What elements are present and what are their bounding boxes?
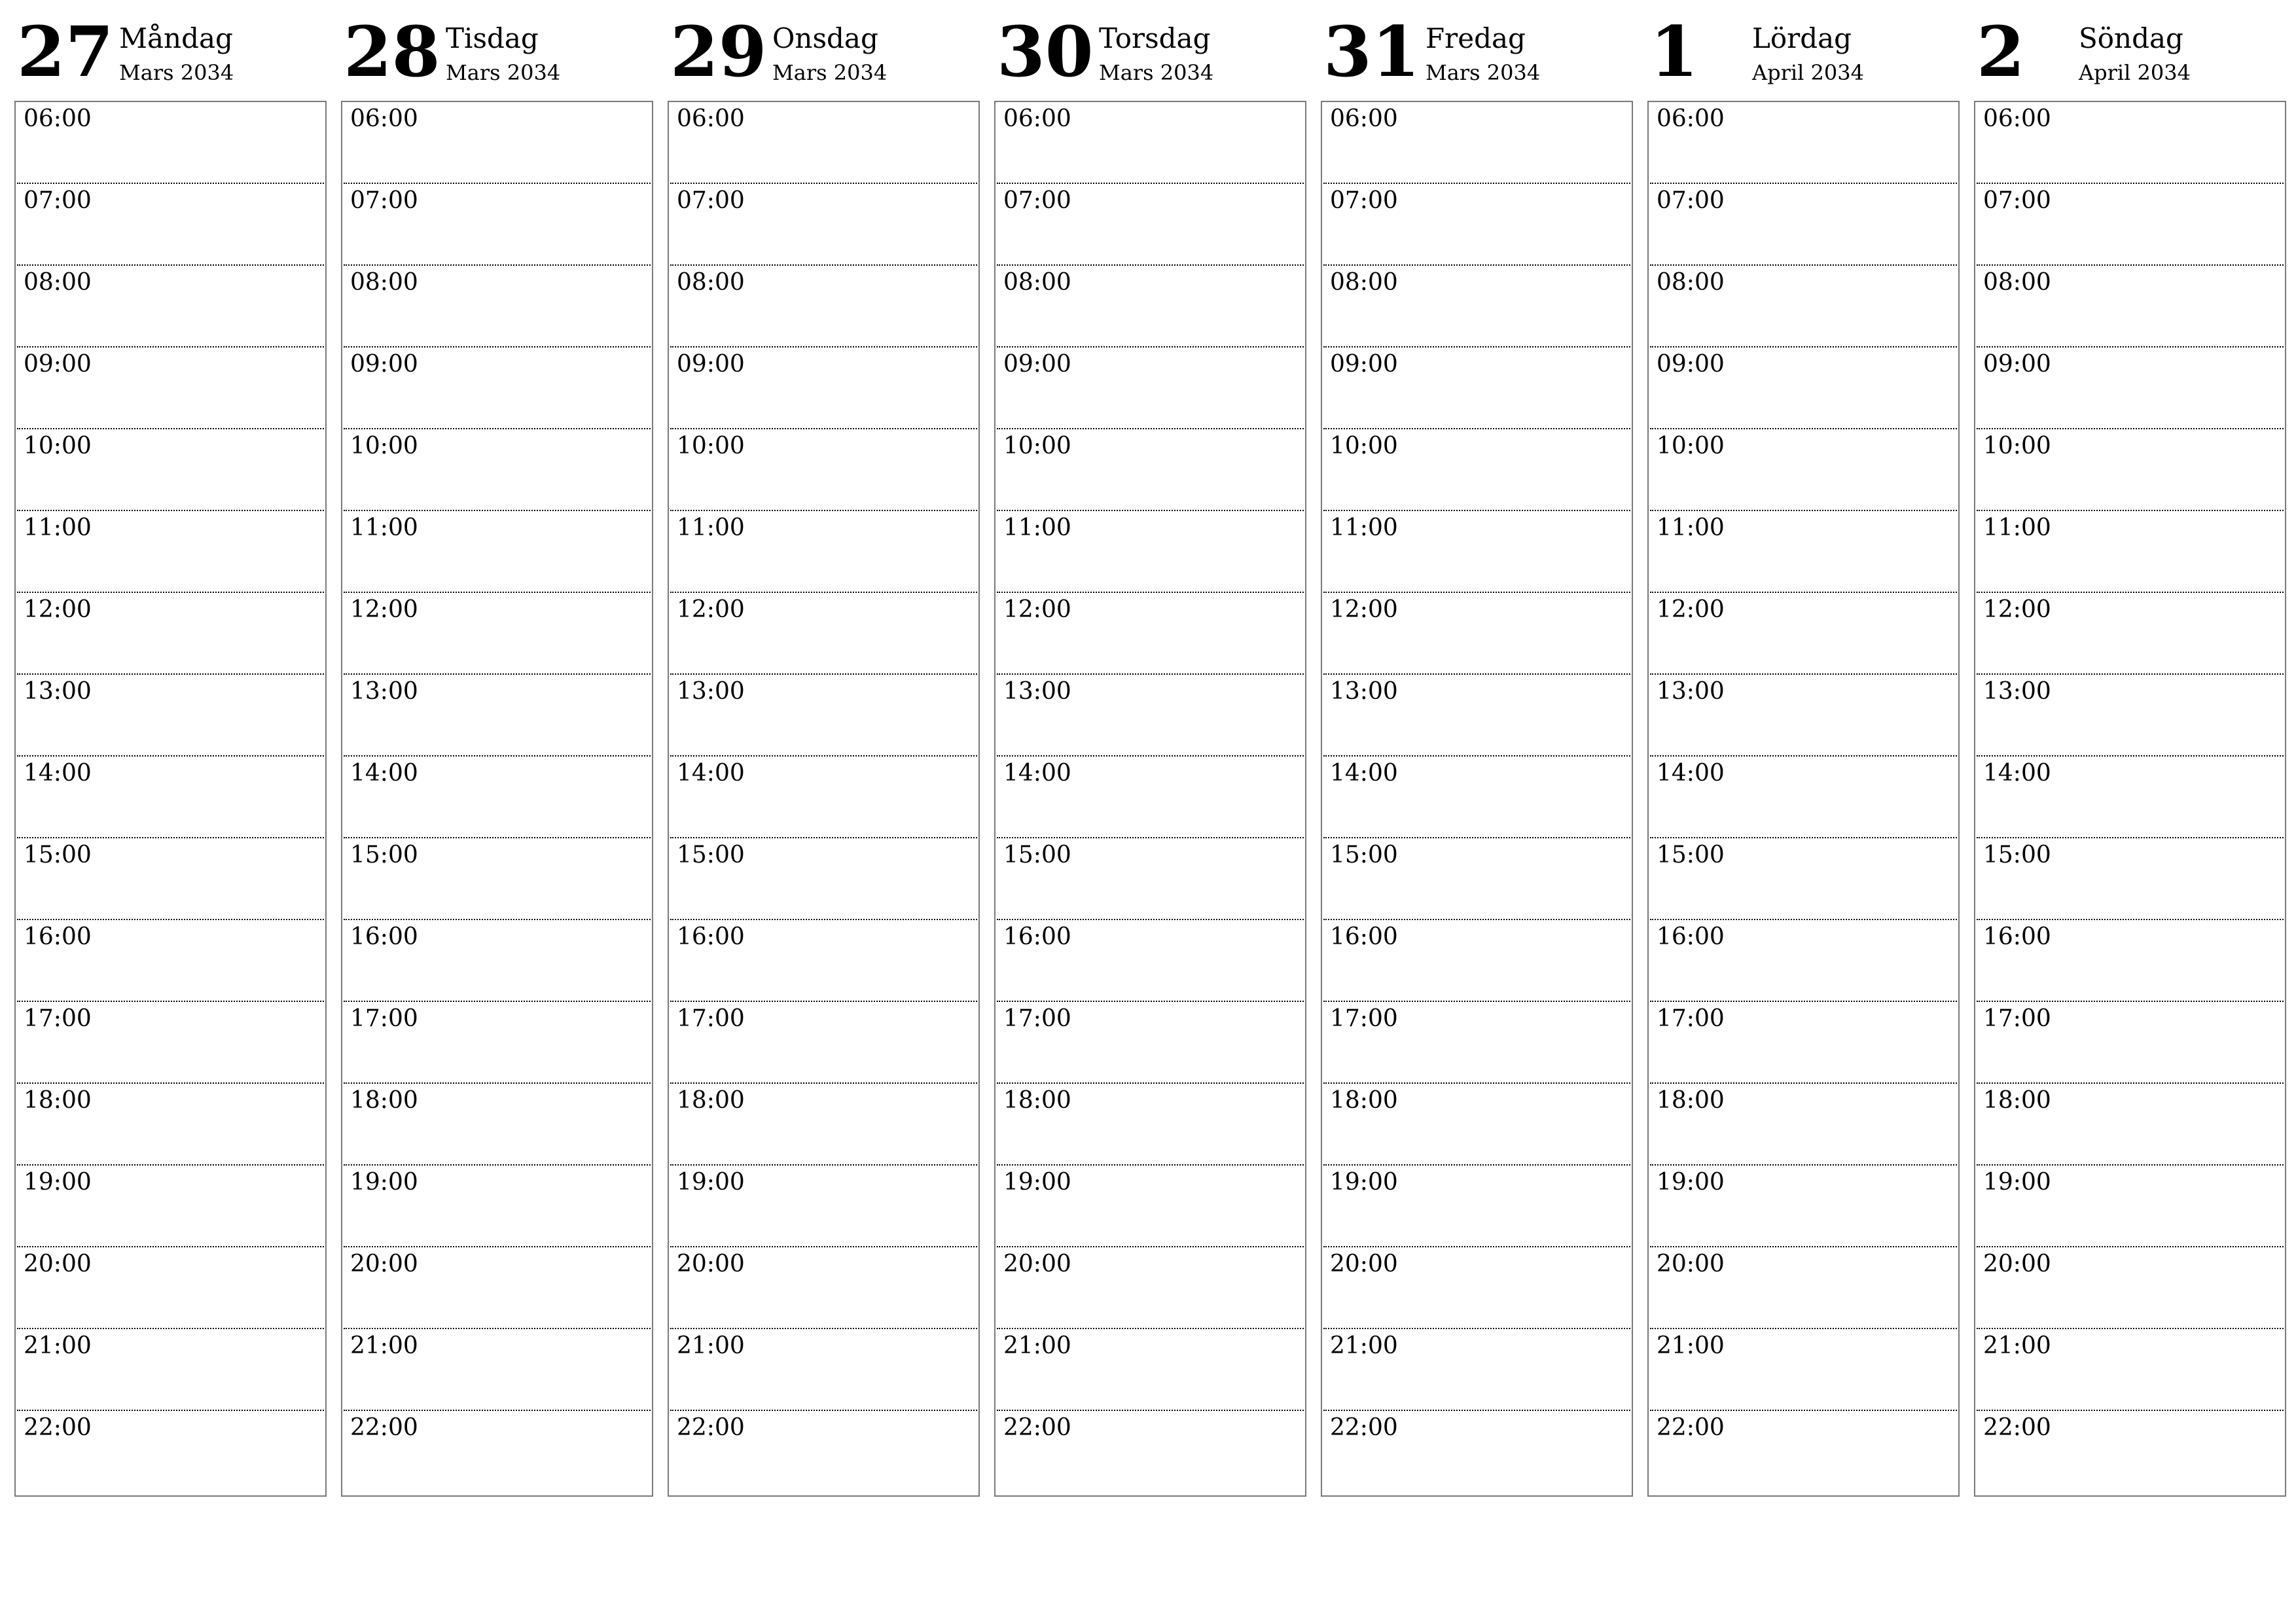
time-slot[interactable] (670, 184, 977, 266)
time-slot[interactable] (1650, 1166, 1957, 1247)
time-slot[interactable] (997, 184, 1304, 266)
time-label: 11:00 (677, 514, 745, 541)
time-slot[interactable] (17, 757, 324, 838)
time-label: 09:00 (677, 351, 745, 378)
time-slot[interactable] (670, 757, 977, 838)
time-label: 13:00 (1330, 678, 1398, 705)
time-label: 14:00 (1003, 760, 1071, 787)
time-slot[interactable] (17, 1002, 324, 1084)
time-slot[interactable] (344, 593, 651, 675)
time-slot[interactable] (997, 675, 1304, 757)
time-slot[interactable] (997, 266, 1304, 348)
time-slot[interactable] (17, 1166, 324, 1247)
time-slot[interactable] (1977, 102, 2284, 184)
weekday-name: Fredag (1426, 22, 1526, 54)
time-slot[interactable] (1977, 838, 2284, 920)
time-label: 18:00 (1330, 1087, 1398, 1114)
time-slot[interactable] (1977, 1411, 2284, 1493)
time-label: 07:00 (1983, 187, 2051, 214)
time-slot[interactable] (344, 429, 651, 511)
time-label: 17:00 (1983, 1005, 2051, 1032)
time-slot[interactable] (670, 920, 977, 1002)
time-slot[interactable] (344, 102, 651, 184)
time-label: 21:00 (24, 1332, 92, 1359)
time-slot[interactable] (1323, 266, 1630, 348)
time-slot[interactable] (1650, 757, 1957, 838)
time-label: 16:00 (1983, 923, 2051, 950)
time-label: 20:00 (1003, 1251, 1071, 1277)
time-label: 21:00 (1983, 1332, 2051, 1359)
time-slot[interactable] (17, 102, 324, 184)
time-slot[interactable] (1650, 348, 1957, 429)
time-slot[interactable] (344, 1084, 651, 1166)
day-schedule-box (668, 101, 980, 1497)
time-label: 11:00 (1983, 514, 2051, 541)
time-slot[interactable] (670, 1247, 977, 1329)
time-slot[interactable] (1650, 184, 1957, 266)
day-header (1647, 10, 1960, 101)
time-slot[interactable] (670, 1084, 977, 1166)
time-slot[interactable] (1323, 1166, 1630, 1247)
time-label: 19:00 (1657, 1169, 1725, 1196)
time-label: 09:00 (1330, 351, 1398, 378)
time-label: 21:00 (350, 1332, 418, 1359)
time-label: 10:00 (1330, 433, 1398, 459)
time-label: 15:00 (1657, 842, 1725, 868)
time-slot[interactable] (1977, 1166, 2284, 1247)
time-slot[interactable] (670, 675, 977, 757)
time-slot[interactable] (1323, 511, 1630, 593)
day-number: 2 (1977, 10, 2025, 92)
time-slot[interactable] (344, 1411, 651, 1493)
time-label: 08:00 (1330, 269, 1398, 296)
time-slot[interactable] (1323, 1411, 1630, 1493)
time-label: 18:00 (24, 1087, 92, 1114)
time-slot[interactable] (1977, 1247, 2284, 1329)
time-slot[interactable] (1977, 429, 2284, 511)
time-label: 06:00 (1657, 105, 1725, 132)
time-label: 11:00 (1330, 514, 1398, 541)
time-slot[interactable] (997, 1329, 1304, 1411)
time-label: 10:00 (677, 433, 745, 459)
time-slot[interactable] (1650, 1247, 1957, 1329)
time-label: 18:00 (677, 1087, 745, 1114)
time-slot[interactable] (1650, 429, 1957, 511)
time-slot[interactable] (670, 593, 977, 675)
time-slot[interactable] (1323, 429, 1630, 511)
time-slot[interactable] (344, 757, 651, 838)
time-label: 18:00 (1003, 1087, 1071, 1114)
month-year-label: Mars 2034 (1099, 60, 1214, 85)
time-label: 11:00 (350, 514, 418, 541)
time-slot[interactable] (670, 1166, 977, 1247)
weekday-name: Tisdag (446, 22, 539, 54)
time-slot[interactable] (997, 1084, 1304, 1166)
time-label: 17:00 (677, 1005, 745, 1032)
weekday-name: Torsdag (1099, 22, 1211, 54)
time-slot[interactable] (997, 1166, 1304, 1247)
time-slot[interactable] (17, 920, 324, 1002)
time-label: 10:00 (1003, 433, 1071, 459)
time-slot[interactable] (997, 429, 1304, 511)
time-slot[interactable] (1650, 593, 1957, 675)
time-slot[interactable] (670, 348, 977, 429)
time-label: 10:00 (1657, 433, 1725, 459)
time-slot[interactable] (17, 1084, 324, 1166)
day-number: 28 (344, 10, 440, 92)
day-column (341, 10, 653, 1441)
time-slot[interactable] (1650, 838, 1957, 920)
month-year-label: Mars 2034 (772, 60, 888, 85)
time-label: 15:00 (677, 842, 745, 868)
time-label: 15:00 (24, 842, 92, 868)
day-schedule-box (994, 101, 1306, 1497)
time-slot[interactable] (17, 429, 324, 511)
day-header (14, 10, 327, 101)
time-slot[interactable] (670, 102, 977, 184)
time-label: 21:00 (1003, 1332, 1071, 1359)
time-label: 14:00 (1983, 760, 2051, 787)
time-slot[interactable] (344, 675, 651, 757)
day-number: 29 (670, 10, 767, 92)
time-slot[interactable] (1650, 266, 1957, 348)
time-label: 12:00 (1003, 596, 1071, 623)
time-label: 13:00 (24, 678, 92, 705)
time-slot[interactable] (344, 1002, 651, 1084)
time-label: 13:00 (1657, 678, 1725, 705)
time-slot[interactable] (1323, 757, 1630, 838)
time-label: 13:00 (677, 678, 745, 705)
time-label: 08:00 (350, 269, 418, 296)
time-label: 10:00 (1983, 433, 2051, 459)
time-label: 19:00 (350, 1169, 418, 1196)
time-label: 16:00 (677, 923, 745, 950)
time-label: 10:00 (24, 433, 92, 459)
time-label: 09:00 (1003, 351, 1071, 378)
time-label: 12:00 (677, 596, 745, 623)
time-label: 20:00 (677, 1251, 745, 1277)
day-number: 27 (17, 10, 114, 92)
time-slot[interactable] (1977, 675, 2284, 757)
time-label: 15:00 (1003, 842, 1071, 868)
time-slot[interactable] (17, 593, 324, 675)
time-label: 20:00 (350, 1251, 418, 1277)
time-slot[interactable] (17, 838, 324, 920)
time-label: 20:00 (24, 1251, 92, 1277)
time-label: 07:00 (350, 187, 418, 214)
time-label: 14:00 (1657, 760, 1725, 787)
time-slot[interactable] (17, 266, 324, 348)
time-label: 14:00 (677, 760, 745, 787)
time-label: 16:00 (350, 923, 418, 950)
time-slot[interactable] (1323, 348, 1630, 429)
time-label: 15:00 (1330, 842, 1398, 868)
time-label: 06:00 (24, 105, 92, 132)
day-schedule-box (341, 101, 653, 1497)
time-slot[interactable] (1323, 184, 1630, 266)
time-slot[interactable] (344, 1166, 651, 1247)
time-label: 19:00 (1330, 1169, 1398, 1196)
time-label: 16:00 (24, 923, 92, 950)
month-year-label: April 2034 (1752, 60, 1864, 85)
time-label: 12:00 (24, 596, 92, 623)
time-slot[interactable] (1977, 1329, 2284, 1411)
time-slot[interactable] (344, 838, 651, 920)
time-label: 22:00 (24, 1414, 92, 1441)
time-slot[interactable] (1977, 593, 2284, 675)
time-label: 13:00 (1983, 678, 2051, 705)
day-header (341, 10, 653, 101)
day-number: 31 (1323, 10, 1420, 92)
time-label: 06:00 (1003, 105, 1071, 132)
time-label: 07:00 (1003, 187, 1071, 214)
time-label: 21:00 (677, 1332, 745, 1359)
time-slot[interactable] (997, 757, 1304, 838)
time-slot[interactable] (1323, 1329, 1630, 1411)
time-label: 18:00 (1983, 1087, 2051, 1114)
time-slot[interactable] (1650, 1002, 1957, 1084)
time-label: 19:00 (1003, 1169, 1071, 1196)
time-label: 11:00 (24, 514, 92, 541)
time-slot[interactable] (670, 1002, 977, 1084)
time-slot[interactable] (1650, 920, 1957, 1002)
time-slot[interactable] (17, 675, 324, 757)
time-label: 07:00 (24, 187, 92, 214)
time-label: 12:00 (1657, 596, 1725, 623)
time-label: 22:00 (1983, 1414, 2051, 1441)
time-label: 07:00 (1657, 187, 1725, 214)
time-slot[interactable] (17, 348, 324, 429)
time-slot[interactable] (17, 184, 324, 266)
time-label: 17:00 (24, 1005, 92, 1032)
time-label: 13:00 (1003, 678, 1071, 705)
time-label: 16:00 (1657, 923, 1725, 950)
time-slot[interactable] (17, 1411, 324, 1493)
time-label: 17:00 (1003, 1005, 1071, 1032)
time-slot[interactable] (1977, 1084, 2284, 1166)
time-label: 22:00 (350, 1414, 418, 1441)
time-label: 14:00 (350, 760, 418, 787)
time-slot[interactable] (1977, 348, 2284, 429)
day-schedule-box (1974, 101, 2286, 1497)
time-slot[interactable] (1977, 511, 2284, 593)
day-schedule-box (1321, 101, 1633, 1497)
time-slot[interactable] (1977, 920, 2284, 1002)
time-label: 18:00 (1657, 1087, 1725, 1114)
time-label: 08:00 (1983, 269, 2051, 296)
time-slot[interactable] (1323, 102, 1630, 184)
weekly-planner (14, 10, 2286, 1441)
time-label: 19:00 (677, 1169, 745, 1196)
weekday-name: Måndag (119, 22, 233, 54)
time-label: 22:00 (1330, 1414, 1398, 1441)
time-label: 08:00 (677, 269, 745, 296)
time-label: 08:00 (24, 269, 92, 296)
day-number: 30 (997, 10, 1094, 92)
time-slot[interactable] (344, 184, 651, 266)
time-slot[interactable] (997, 1411, 1304, 1493)
month-year-label: Mars 2034 (119, 60, 234, 85)
time-slot[interactable] (1650, 511, 1957, 593)
day-header (668, 10, 980, 101)
time-slot[interactable] (1650, 1084, 1957, 1166)
time-slot[interactable] (997, 1247, 1304, 1329)
time-label: 06:00 (1330, 105, 1398, 132)
time-label: 14:00 (1330, 760, 1398, 787)
time-slot[interactable] (344, 920, 651, 1002)
time-slot[interactable] (997, 511, 1304, 593)
time-slot[interactable] (997, 593, 1304, 675)
time-label: 21:00 (1657, 1332, 1725, 1359)
time-slot[interactable] (17, 511, 324, 593)
time-slot[interactable] (1323, 1247, 1630, 1329)
time-slot[interactable] (670, 838, 977, 920)
time-slot[interactable] (1323, 920, 1630, 1002)
time-label: 07:00 (677, 187, 745, 214)
weekday-name: Onsdag (772, 22, 878, 54)
day-column (1647, 10, 1960, 1441)
day-column (994, 10, 1306, 1441)
time-slot[interactable] (1977, 266, 2284, 348)
time-slot[interactable] (1650, 102, 1957, 184)
time-label: 06:00 (1983, 105, 2051, 132)
time-slot[interactable] (1977, 1002, 2284, 1084)
day-header (994, 10, 1306, 101)
time-label: 10:00 (350, 433, 418, 459)
month-year-label: Mars 2034 (1426, 60, 1541, 85)
time-slot[interactable] (344, 1247, 651, 1329)
month-year-label: April 2034 (2079, 60, 2191, 85)
day-schedule-box (14, 101, 327, 1497)
time-slot[interactable] (670, 1329, 977, 1411)
time-slot[interactable] (670, 511, 977, 593)
time-label: 14:00 (24, 760, 92, 787)
time-label: 17:00 (350, 1005, 418, 1032)
weekday-name: Söndag (2079, 22, 2183, 54)
time-slot[interactable] (1323, 1084, 1630, 1166)
time-label: 12:00 (350, 596, 418, 623)
day-schedule-box (1647, 101, 1960, 1497)
time-slot[interactable] (997, 1002, 1304, 1084)
time-label: 17:00 (1330, 1005, 1398, 1032)
time-label: 17:00 (1657, 1005, 1725, 1032)
time-label: 22:00 (1657, 1414, 1725, 1441)
time-label: 11:00 (1003, 514, 1071, 541)
time-label: 12:00 (1330, 596, 1398, 623)
time-label: 13:00 (350, 678, 418, 705)
time-label: 21:00 (1330, 1332, 1398, 1359)
time-label: 20:00 (1983, 1251, 2051, 1277)
time-label: 15:00 (1983, 842, 2051, 868)
time-slot[interactable] (344, 1329, 651, 1411)
time-slot[interactable] (17, 1247, 324, 1329)
day-header (1321, 10, 1633, 101)
time-slot[interactable] (1977, 757, 2284, 838)
time-slot[interactable] (1323, 675, 1630, 757)
day-column (1321, 10, 1633, 1441)
day-column (14, 10, 327, 1441)
time-label: 15:00 (350, 842, 418, 868)
time-slot[interactable] (1323, 1002, 1630, 1084)
time-label: 06:00 (677, 105, 745, 132)
time-label: 08:00 (1657, 269, 1725, 296)
time-slot[interactable] (997, 838, 1304, 920)
time-label: 09:00 (350, 351, 418, 378)
time-label: 19:00 (1983, 1169, 2051, 1196)
time-label: 22:00 (677, 1414, 745, 1441)
time-slot[interactable] (670, 266, 977, 348)
time-label: 09:00 (1983, 351, 2051, 378)
time-label: 09:00 (1657, 351, 1725, 378)
time-slot[interactable] (1977, 184, 2284, 266)
time-label: 08:00 (1003, 269, 1071, 296)
day-column (1974, 10, 2286, 1441)
time-slot[interactable] (670, 1411, 977, 1493)
time-slot[interactable] (344, 511, 651, 593)
time-slot[interactable] (344, 348, 651, 429)
time-slot[interactable] (1323, 593, 1630, 675)
month-year-label: Mars 2034 (446, 60, 561, 85)
time-label: 16:00 (1003, 923, 1071, 950)
time-label: 18:00 (350, 1087, 418, 1114)
time-slot[interactable] (997, 102, 1304, 184)
time-slot[interactable] (997, 920, 1304, 1002)
time-label: 16:00 (1330, 923, 1398, 950)
time-slot[interactable] (670, 429, 977, 511)
time-slot[interactable] (344, 266, 651, 348)
weekday-name: Lördag (1752, 22, 1852, 54)
time-label: 19:00 (24, 1169, 92, 1196)
time-label: 20:00 (1330, 1251, 1398, 1277)
time-slot[interactable] (1323, 838, 1630, 920)
time-label: 12:00 (1983, 596, 2051, 623)
day-number: 1 (1650, 10, 1698, 92)
time-slot[interactable] (1650, 1411, 1957, 1493)
time-label: 11:00 (1657, 514, 1725, 541)
time-label: 06:00 (350, 105, 418, 132)
time-slot[interactable] (17, 1329, 324, 1411)
time-slot[interactable] (997, 348, 1304, 429)
time-label: 22:00 (1003, 1414, 1071, 1441)
time-label: 20:00 (1657, 1251, 1725, 1277)
time-slot[interactable] (1650, 1329, 1957, 1411)
time-label: 09:00 (24, 351, 92, 378)
day-column (668, 10, 980, 1441)
time-slot[interactable] (1650, 675, 1957, 757)
day-header (1974, 10, 2286, 101)
time-label: 07:00 (1330, 187, 1398, 214)
